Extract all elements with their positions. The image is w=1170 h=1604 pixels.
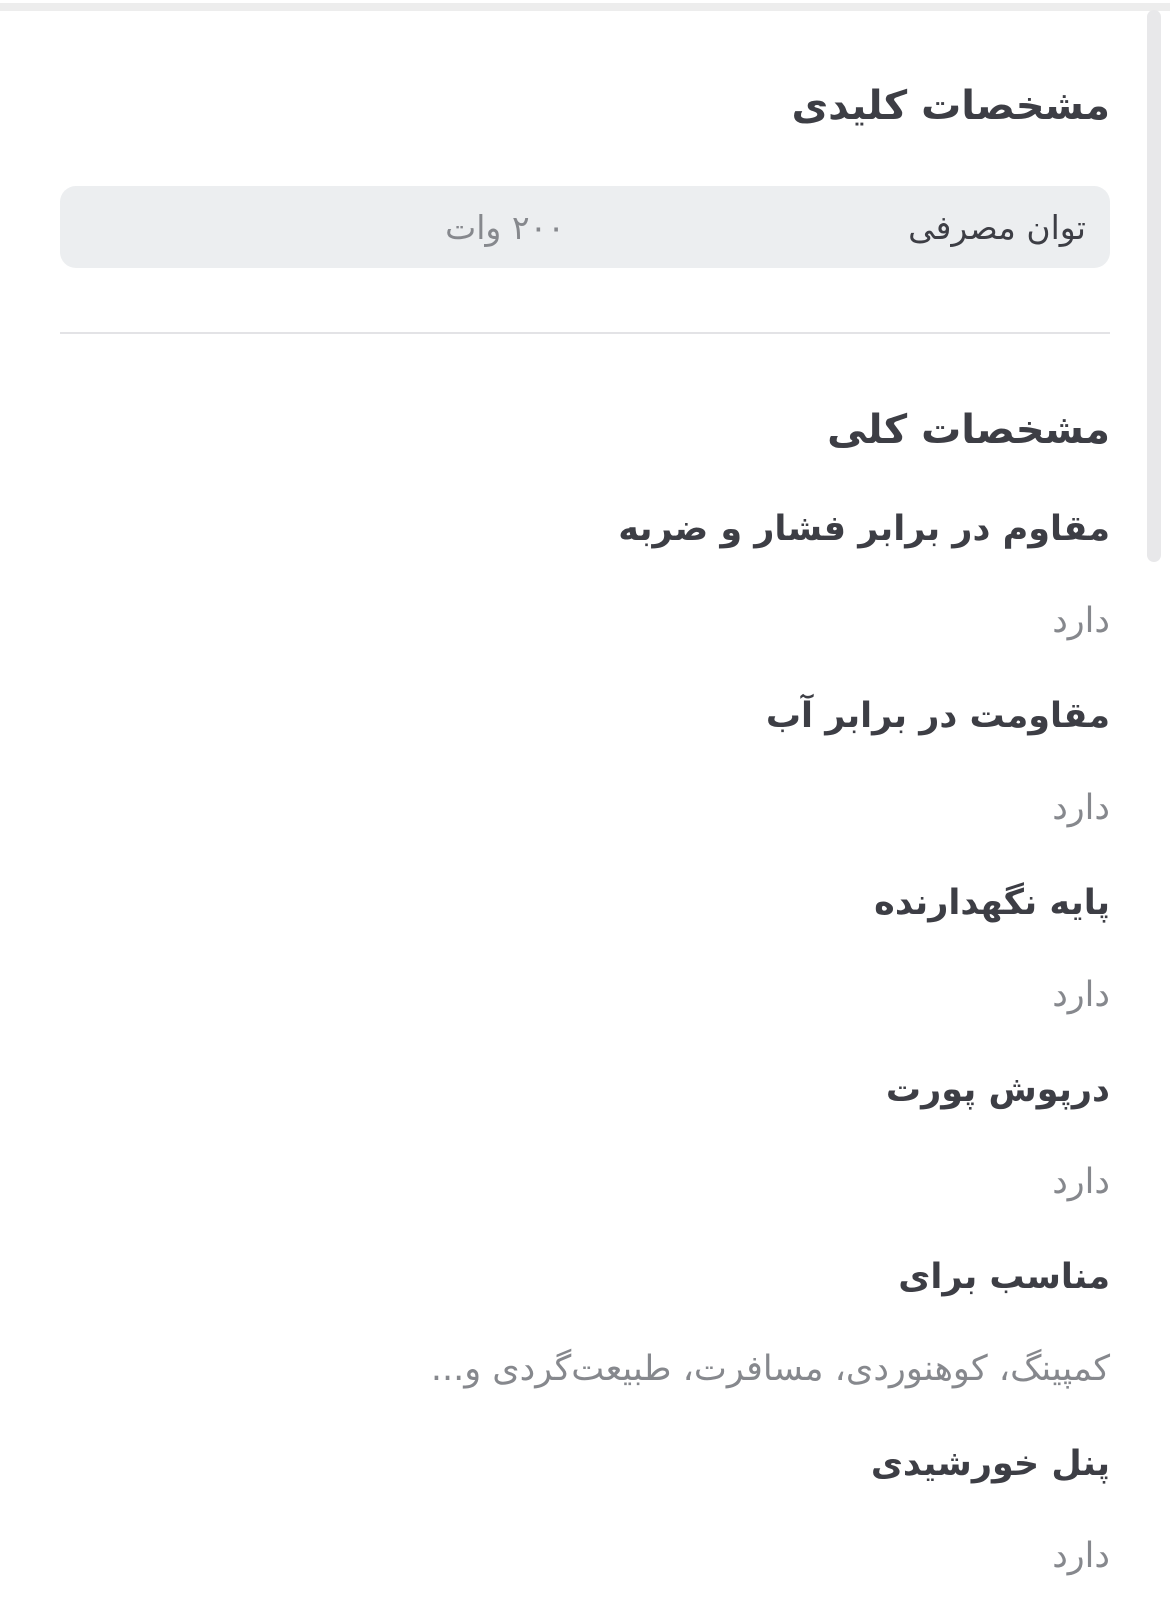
spec-item-label: مقاوم در برابر فشار و ضربه bbox=[618, 509, 1110, 549]
general-specs-title: مشخصات کلی bbox=[827, 407, 1110, 453]
spec-item-value: دارد bbox=[1052, 1536, 1110, 1576]
section-divider bbox=[60, 332, 1110, 334]
spec-item bbox=[60, 1253, 1110, 1393]
spec-item-label: مقاومت در برابر آب bbox=[765, 696, 1110, 736]
spec-item bbox=[60, 1066, 1110, 1206]
spec-item-value: دارد bbox=[1052, 601, 1110, 641]
spec-item bbox=[60, 879, 1110, 1019]
spec-item-label: پایه نگهدارنده bbox=[874, 883, 1110, 923]
specs-panel bbox=[60, 0, 1110, 1580]
spec-item-label: درپوش پورت bbox=[885, 1070, 1110, 1110]
spec-item-value: دارد bbox=[1052, 788, 1110, 828]
key-spec-label: توان مصرفی bbox=[908, 207, 1086, 247]
spec-item bbox=[60, 1440, 1110, 1580]
spec-item-label: مناسب برای bbox=[898, 1257, 1110, 1297]
spec-item-label: پنل خورشیدی bbox=[870, 1444, 1110, 1484]
key-specs-section bbox=[60, 78, 1110, 268]
general-specs-section bbox=[60, 402, 1110, 1580]
key-spec-row bbox=[60, 186, 1110, 268]
spec-item bbox=[60, 505, 1110, 645]
spec-item bbox=[60, 692, 1110, 832]
key-spec-value: ۲۰۰ وات bbox=[445, 207, 565, 247]
scrollbar-thumb[interactable] bbox=[1147, 10, 1161, 562]
key-specs-title: مشخصات کلیدی bbox=[791, 83, 1110, 129]
spec-item-value: دارد bbox=[1052, 1162, 1110, 1202]
spec-item-value: کمپینگ، کوهنوردی، مسافرت، طبیعت‌گردی و... bbox=[430, 1349, 1110, 1389]
spec-item-value: دارد bbox=[1052, 975, 1110, 1015]
